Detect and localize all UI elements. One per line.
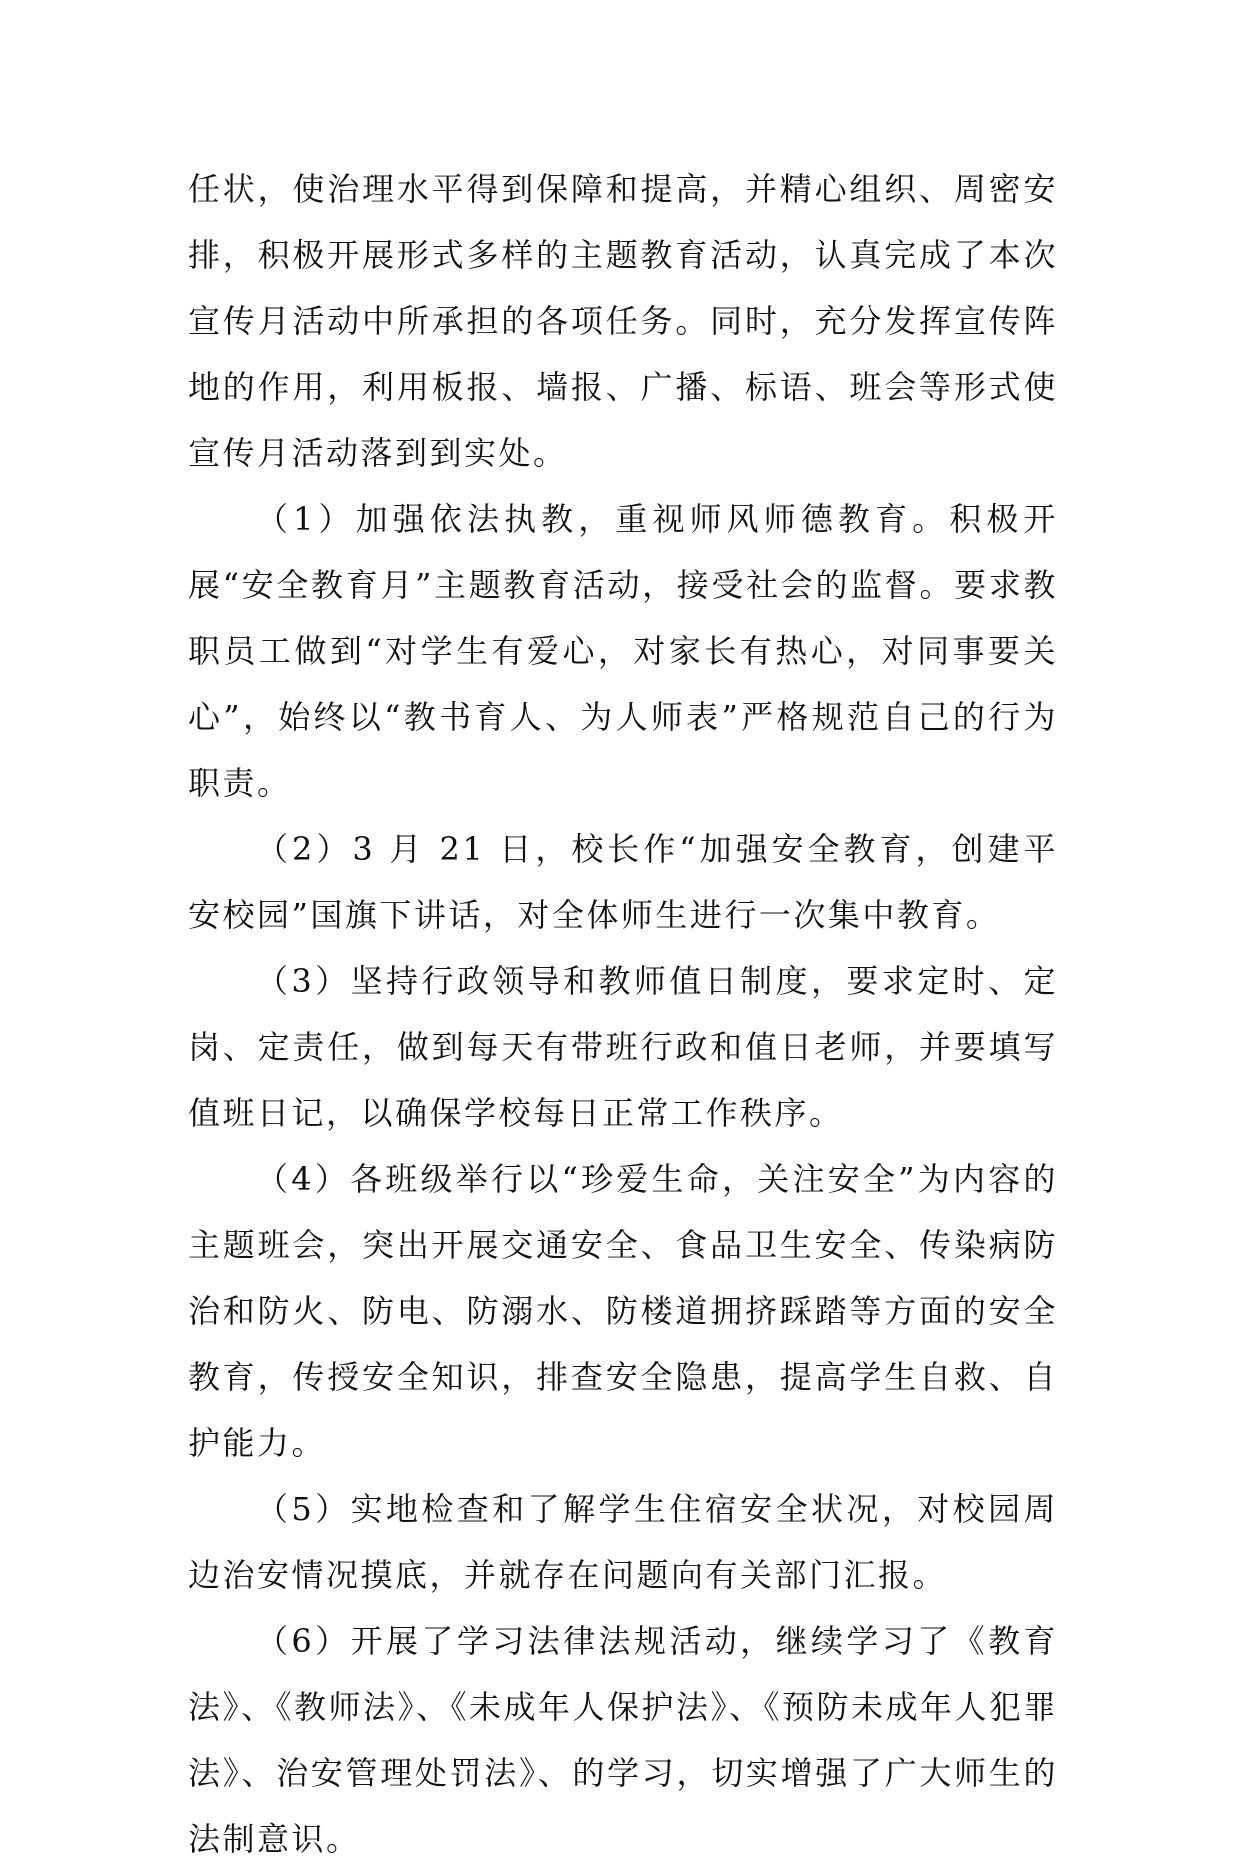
paragraph-continued: 任状，使治理水平得到保障和提高，并精心组织、周密安排，积极开展形式多样的主题教育活动，认真完成了本次宣传月活动中所承担的各项任务。同时，充分发挥宣传阵地的作用，利用板报、墙报、广播、标语、班会等形式使宣传月活动落到到实处。 bbox=[188, 170, 1058, 472]
document-body bbox=[188, 156, 1058, 1872]
paragraph-item-6: （6）开展了学习法律法规活动，继续学习了《教育法》、《教师法》、《未成年人保护法》、《预防未成年人犯罪法》、治安管理处罚法》、的学习，切实增强了广大师生的法制意识。 bbox=[188, 1622, 1059, 1858]
paragraph-item-5: （5）实地检查和了解学生住宿安全状况，对校园周边治安情况摸底，并就存在问题向有关部门汇报。 bbox=[188, 1490, 1058, 1594]
paragraph-item-1: （1）加强依法执教，重视师风师德教育。积极开展“安全教育月”主题教育活动，接受社会的监督。要求教职员工做到“对学生有爱心，对家长有热心，对同事要关心”，始终以“教书育人、为人师表”严格规范自己的行为职责。 bbox=[188, 500, 1058, 802]
paragraph-item-4: （4）各班级举行以“珍爱生命，关注安全”为内容的主题班会，突出开展交通安全、食品卫生安全、传染病防治和防火、防电、防溺水、防楼道拥挤踩踏等方面的安全教育，传授安全知识，排查安全隐患，提高学生自救、自护能力。 bbox=[188, 1160, 1058, 1462]
paragraph-item-3: （3）坚持行政领导和教师值日制度，要求定时、定岗、定责任，做到每天有带班行政和值日老师，并要填写值班日记，以确保学校每日正常工作秩序。 bbox=[188, 962, 1058, 1132]
paragraph-item-2: （2）3 月 21 日，校长作“加强安全教育，创建平安校园”国旗下讲话，对全体师生进行一次集中教育。 bbox=[188, 830, 1058, 934]
